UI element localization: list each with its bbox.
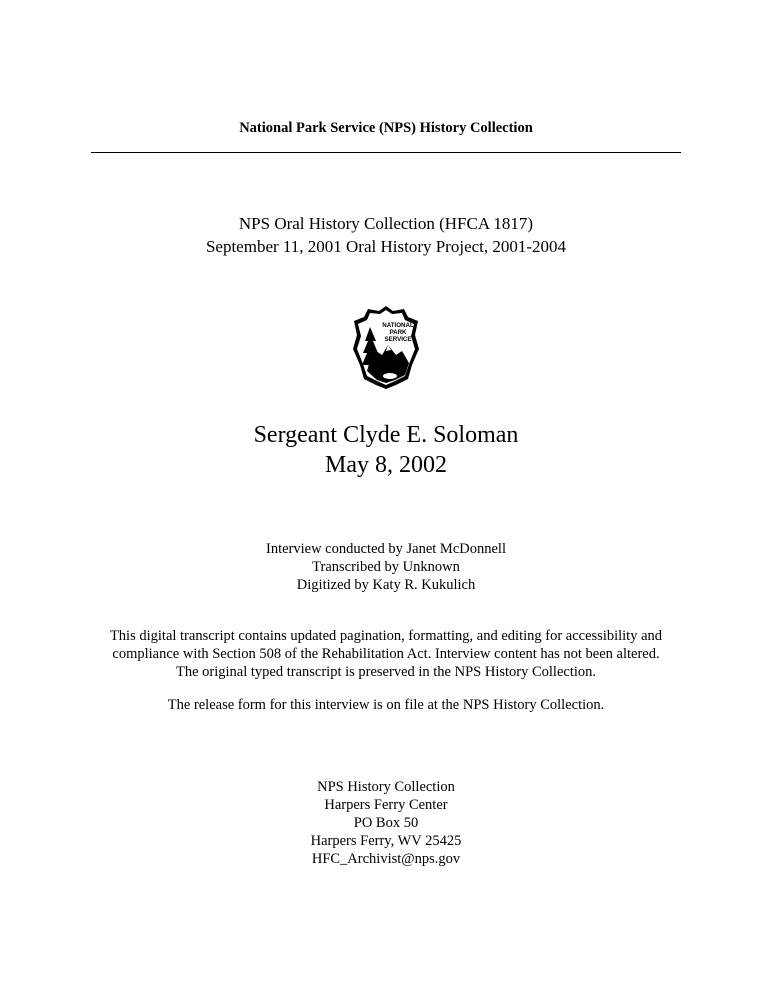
interviewee-block [0, 420, 772, 480]
credits-block [0, 540, 772, 594]
release-note: The release form for this interview is on file at the NPS History Collection. [167, 697, 605, 713]
interviewer-credit: Interview conducted by Janet McDonnell [266, 541, 506, 557]
address-box: PO Box 50 [353, 815, 419, 831]
header-divider [91, 152, 681, 153]
address-org: NPS History Collection [317, 779, 455, 795]
collection-title: NPS Oral History Collection (HFCA 1817) [238, 214, 534, 233]
logo-text-service: SERVICE [384, 336, 412, 343]
address-block [0, 778, 772, 868]
accessibility-line-3: The original typed transcript is preserved in the NPS History Collection. [175, 664, 597, 680]
accessibility-line-1: This digital transcript contains updated pagination, formatting, and editing for accessibility and [109, 628, 663, 644]
logo-text-national: NATIONAL [382, 322, 414, 329]
document-header: National Park Service (NPS) History Collection [239, 120, 533, 136]
nps-arrowhead-logo [352, 305, 420, 390]
accessibility-line-2: compliance with Section 508 of the Rehabilitation Act. Interview content has not been altered. [112, 646, 660, 662]
logo-text-park: PARK [389, 329, 407, 336]
address-center: Harpers Ferry Center [324, 797, 448, 813]
transcriber-credit: Transcribed by Unknown [312, 559, 460, 575]
digitizer-credit: Digitized by Katy R. Kukulich [296, 577, 476, 593]
address-city: Harpers Ferry, WV 25425 [310, 833, 462, 849]
address-email: HFC_Archivist@nps.gov [311, 851, 461, 867]
accessibility-statement [0, 627, 772, 681]
interview-date: May 8, 2002 [325, 452, 447, 478]
interviewee-name: Sergeant Clyde E. Soloman [253, 422, 519, 448]
collection-info [0, 212, 772, 258]
project-title: September 11, 2001 Oral History Project, 2001-2004 [205, 237, 567, 256]
